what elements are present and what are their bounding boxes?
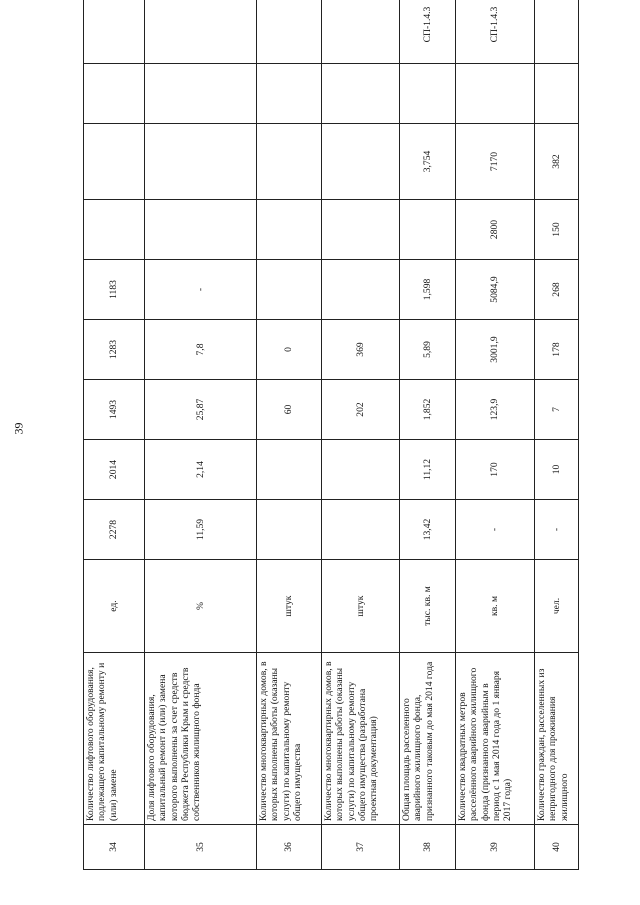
value-cell: СП-1.4.3 — [456, 0, 535, 64]
table-row — [456, 0, 535, 870]
value-cell: 382 — [535, 124, 579, 200]
value-cell — [456, 64, 535, 124]
table-row — [84, 0, 145, 870]
value-cell — [84, 200, 145, 260]
value-cell: 369 — [322, 320, 400, 380]
row-unit: чел. — [535, 560, 579, 653]
value-cell — [145, 0, 257, 64]
value-cell — [257, 200, 322, 260]
value-cell — [84, 0, 145, 64]
row-description: Общая площадь расселенного аварийного жилищного фонда, признанного таковым до мая 2014 года — [400, 653, 456, 825]
value-cell — [145, 200, 257, 260]
value-cell — [322, 500, 400, 560]
value-cell — [257, 260, 322, 320]
value-cell — [322, 260, 400, 320]
row-description: Количество квадратных метров расселённого аварийного жилищного фонда (признанного аварийным в период с 1 мая 2014 года до 1 января 2017 года) — [456, 653, 535, 825]
value-cell — [145, 64, 257, 124]
row-number: 34 — [84, 825, 145, 870]
table-row — [322, 0, 400, 870]
table-row — [400, 0, 456, 870]
value-cell: - — [535, 500, 579, 560]
value-cell: 2,14 — [145, 440, 257, 500]
value-cell: 0 — [257, 320, 322, 380]
value-cell: 1493 — [84, 380, 145, 440]
value-cell: 7 — [535, 380, 579, 440]
value-cell — [322, 0, 400, 64]
value-cell — [322, 64, 400, 124]
value-cell — [322, 440, 400, 500]
row-number: 36 — [257, 825, 322, 870]
value-cell — [84, 124, 145, 200]
value-cell: 202 — [322, 380, 400, 440]
value-cell — [535, 0, 579, 64]
value-cell: 150 — [535, 200, 579, 260]
value-cell: СП-1.4.3 — [400, 0, 456, 64]
table-row — [257, 0, 322, 870]
value-cell — [257, 124, 322, 200]
value-cell: 268 — [535, 260, 579, 320]
row-description: Доля лифтового оборудования, капитальный ремонт и (или) замена которого выполнены за счет средств бюджета Республики Крым и средств собственников жилищного фонда — [145, 653, 257, 825]
row-number: 39 — [456, 825, 535, 870]
value-cell: 1283 — [84, 320, 145, 380]
value-cell: 10 — [535, 440, 579, 500]
row-number: 37 — [322, 825, 400, 870]
value-cell — [400, 200, 456, 260]
page-number: 39 — [11, 422, 26, 435]
table-body — [84, 0, 579, 870]
value-cell: 5,89 — [400, 320, 456, 380]
value-cell — [257, 0, 322, 64]
row-description: Количество многоквартирных домов, в которых выполнены работы (оказаны услуги) по капитальному ремонту общего имущества — [257, 653, 322, 825]
value-cell — [257, 500, 322, 560]
value-cell — [257, 64, 322, 124]
row-number: 38 — [400, 825, 456, 870]
value-cell: 5084,9 — [456, 260, 535, 320]
value-cell: 2800 — [456, 200, 535, 260]
value-cell: - — [456, 500, 535, 560]
indicator-table — [83, 0, 579, 870]
value-cell — [145, 124, 257, 200]
value-cell: 60 — [257, 380, 322, 440]
value-cell: 170 — [456, 440, 535, 500]
row-unit: % — [145, 560, 257, 653]
value-cell: 2014 — [84, 440, 145, 500]
row-unit: ед. — [84, 560, 145, 653]
row-number: 40 — [535, 825, 579, 870]
value-cell: 1183 — [84, 260, 145, 320]
row-description: Количество лифтового оборудования, подлежащего капитальному ремонту и (или) замене — [84, 653, 145, 825]
value-cell: 1,852 — [400, 380, 456, 440]
value-cell: 1,598 — [400, 260, 456, 320]
value-cell: - — [145, 260, 257, 320]
value-cell: 7,8 — [145, 320, 257, 380]
value-cell — [535, 64, 579, 124]
table-row — [535, 0, 579, 870]
table-row — [145, 0, 257, 870]
value-cell: 3,754 — [400, 124, 456, 200]
value-cell: 11,12 — [400, 440, 456, 500]
row-unit: кв. м — [456, 560, 535, 653]
rotated-table-wrapper — [83, 6, 578, 870]
value-cell: 3001,9 — [456, 320, 535, 380]
value-cell: 178 — [535, 320, 579, 380]
row-unit: тыс. кв. м — [400, 560, 456, 653]
value-cell — [84, 64, 145, 124]
row-unit: штук — [257, 560, 322, 653]
value-cell: 13,42 — [400, 500, 456, 560]
value-cell — [322, 124, 400, 200]
value-cell — [322, 200, 400, 260]
value-cell — [400, 64, 456, 124]
row-description: Количество граждан, расселенных из непригодного для проживания жилищного — [535, 653, 579, 825]
value-cell: 123,9 — [456, 380, 535, 440]
value-cell — [257, 440, 322, 500]
row-unit: штук — [322, 560, 400, 653]
value-cell: 11,59 — [145, 500, 257, 560]
row-number: 35 — [145, 825, 257, 870]
row-description: Количество многоквартирных домов, в которых выполнены работы (оказаны услуги) по капитальному ремонту общего имущества (разработана проектная документация) — [322, 653, 400, 825]
value-cell: 7170 — [456, 124, 535, 200]
value-cell: 2278 — [84, 500, 145, 560]
value-cell: 25,87 — [145, 380, 257, 440]
